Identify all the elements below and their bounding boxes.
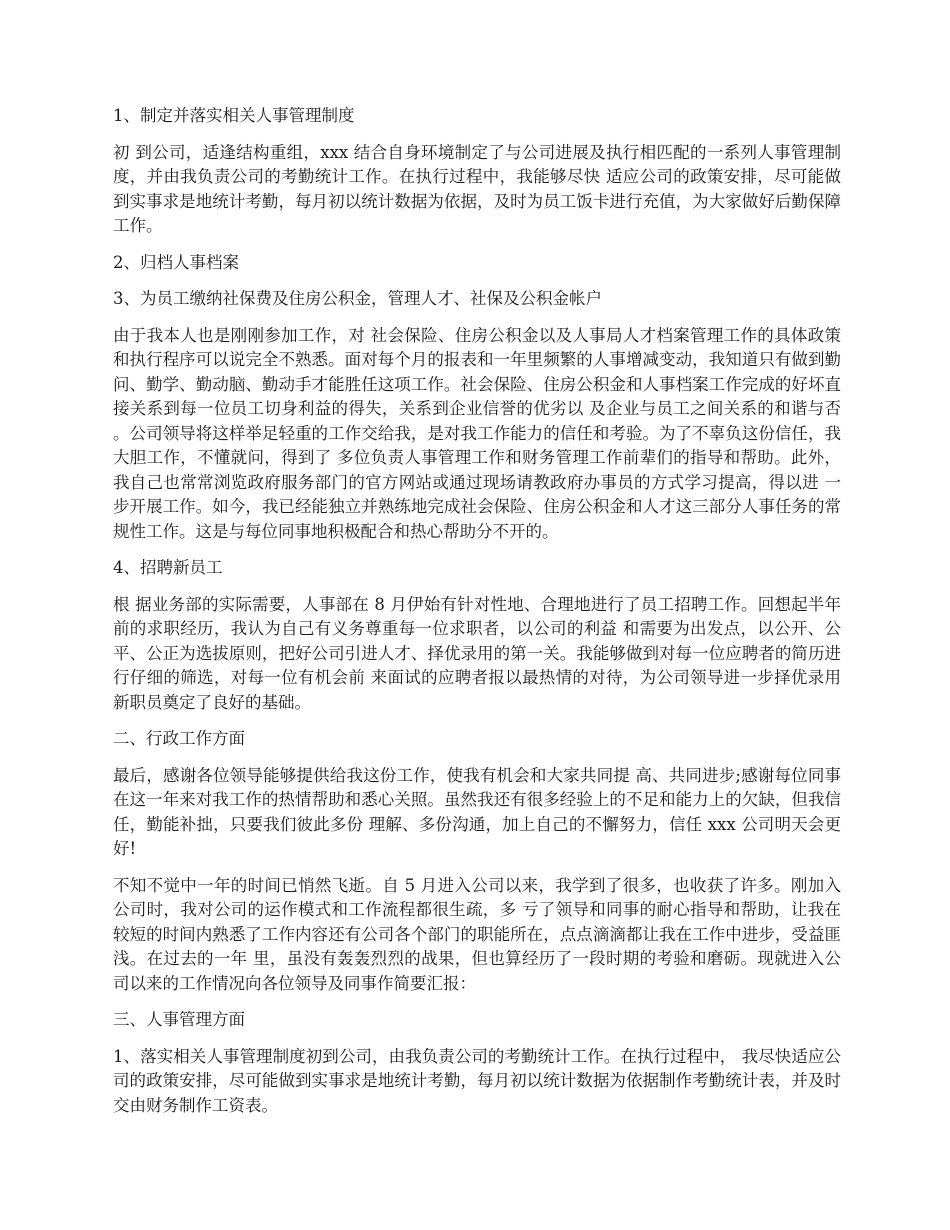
- paragraph-social-security: 由于我本人也是刚刚参加工作，对 社会保险、住房公积金以及人事局人才档案管理工作的具体政策和执行程序可以说完全不熟悉。面对每个月的报表和一年里频繁的人事增减变动，我知道只有做到勤 问、勤学、勤动脑、勤动手才能胜任这项工作。社会保险、住房公积金和人事档案工作完成的好坏直接关系到每一位员工切身利益的得失，关系到企业信誉的优劣以 及企业与员工之间关系的和谐与否。公司领导将这样举足轻重的工作交给我，是对我工作能力的信任和考验。为了不辜负这份信任，我大胆工作，不懂就问，得到了 多位负责人事管理工作和财务管理工作前辈们的指导和帮助。此外，我自己也常常浏览政府服务部门的官方网站或通过现场请教政府办事员的方式学习提高，得以进 一步开展工作。如今，我已经能独立并熟练地完成社会保险、住房公积金和人才这三部分人事任务的常规性工作。这是与每位同事地积极配合和热心帮助分不开的。: [113, 325, 841, 541]
- paragraph-recruitment: 根 据业务部的实际需要，人事部在 8 月伊始有针对性地、合理地进行了员工招聘工作。回想起半年前的求职经历，我认为自己有义务尊重每一位求职者，以公司的利益 和需要为出发点，以公开、公平、公正为选拔原则，把好公司引进人才、择优录用的第一关。我能够做到对每一位应聘者的简历进行仔细的筛选，对每一位有机会前 来面试的应聘者报以最热情的对待，为公司领导进一步择优录用新职员奠定了良好的基础。: [113, 594, 841, 712]
- section-heading-social-security: 3、为员工缴纳社保费及住房公积金，管理人才、社保及公积金帐户: [113, 289, 602, 308]
- paragraph-thanks: 最后，感谢各位领导能够提供给我这份工作，使我有机会和大家共同提 高、共同进步;感谢每位同事在这一年来对我工作的热情帮助和悉心关照。虽然我还有很多经验上的不足和能力上的欠缺，但我信任，勤能补拙，只要我们彼此多份 理解、多份沟通，加上自己的不懈努力，信任 xxx 公司明天会更好!: [113, 765, 841, 858]
- paragraph-attendance: 1、落实相关人事管理制度初到公司，由我负责公司的考勤统计工作。在执行过程中， 我尽快适应公司的政策安排，尽可能做到实事求是地统计考勤，每月初以统计数据为依据制作考勤统计表，并及时交由财务制作工资表。: [113, 1046, 841, 1115]
- document-page: [113, 104, 841, 1130]
- paragraph-review: 不知不觉中一年的时间已悄然飞逝。自 5 月进入公司以来，我学到了很多，也收获了许多。刚加入公司时，我对公司的运作模式和工作流程都很生疏，多 亏了领导和同事的耐心指导和帮助，让我在较短的时间内熟悉了工作内容还有公司各个部门的职能所在，点点滴滴都让我在工作中进步，受益匪浅。在过去的一年 里，虽没有轰轰烈烈的战果，但也算经历了一段时期的考验和磨砺。现就进入公司以来的工作情况向各位领导及同事作简要汇报：: [113, 875, 841, 993]
- paragraph-system: 初 到公司，适逢结构重组，xxx 结合自身环境制定了与公司进展及执行相匹配的一系列人事管理制度，并由我负责公司的考勤统计工作。在执行过程中，我能够尽快 适应公司的政策安排，尽可能做到实事求是地统计考勤，每月初以统计数据为依据，及时为员工饭卡进行充值，为大家做好后勤保障工作。: [113, 142, 841, 235]
- section-heading-system: 1、制定并落实相关人事管理制度: [113, 106, 355, 125]
- section-heading-hr: 三、人事管理方面: [113, 1010, 245, 1029]
- section-heading-admin: 二、行政工作方面: [113, 729, 245, 748]
- section-heading-recruitment: 4、招聘新员工: [113, 558, 223, 577]
- section-heading-archive: 2、归档人事档案: [113, 252, 239, 272]
